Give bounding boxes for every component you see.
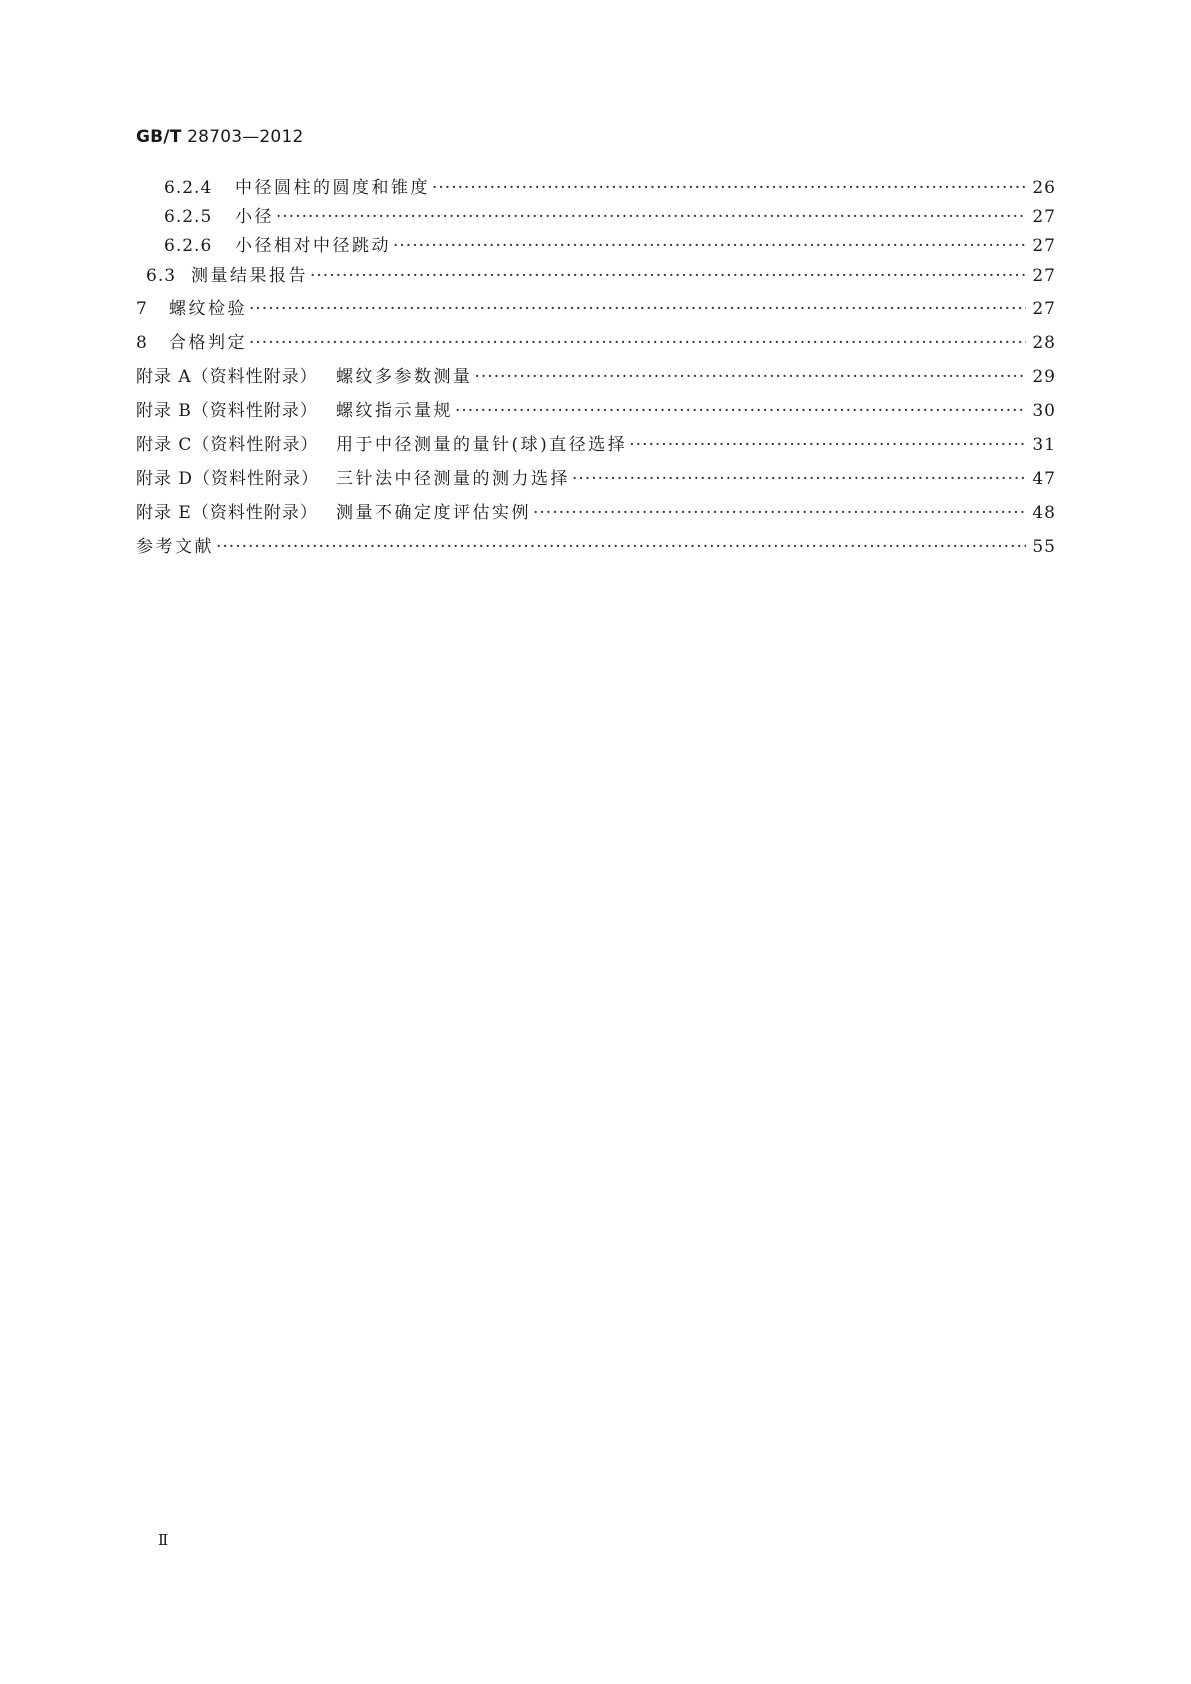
toc-entry-title: 螺纹多参数测量 [336, 367, 473, 387]
toc-entry-page: 27 [1032, 299, 1056, 319]
toc-entry-number: 附录 E（资料性附录） [136, 503, 318, 523]
toc-entry-number: 附录 B（资料性附录） [136, 401, 318, 421]
toc-entry-page: 47 [1032, 469, 1056, 489]
toc-entry-annex-b[interactable] [136, 401, 1056, 421]
toc-entry-title: 用于中径测量的量针(球)直径选择 [336, 435, 628, 455]
toc-entry-number: 6.2.4 [164, 178, 213, 198]
toc-entry-title: 测量不确定度评估实例 [336, 503, 531, 523]
document-header [136, 127, 303, 147]
toc-entry-annex-c[interactable] [136, 435, 1056, 455]
toc-entry-6-3[interactable] [136, 266, 1056, 286]
toc-leader-dots [629, 435, 1026, 455]
toc-leader-dots [432, 178, 1026, 198]
toc-entry-annex-e[interactable] [136, 503, 1056, 523]
toc-entry-page: 27 [1032, 266, 1056, 286]
standard-number: 28703—2012 [187, 127, 304, 147]
toc-leader-dots [216, 537, 1026, 557]
page-number: Ⅱ [158, 1531, 169, 1549]
toc-entry-annex-a[interactable] [136, 367, 1056, 387]
toc-entry-number: 附录 D（资料性附录） [136, 469, 320, 489]
standard-code: GB/T [136, 127, 182, 147]
toc-leader-dots [249, 299, 1026, 319]
toc-entry-7[interactable] [136, 299, 1056, 319]
toc-leader-dots [393, 236, 1026, 256]
toc-entry-number: 6.3 [146, 266, 177, 286]
toc-entry-6-2-4[interactable] [136, 178, 1056, 198]
toc-entry-number: 附录 A（资料性附录） [136, 367, 318, 387]
toc-entry-title: 中径圆柱的圆度和锥度 [235, 178, 430, 198]
toc-leader-dots [310, 266, 1026, 286]
toc-entry-page: 30 [1032, 401, 1056, 421]
toc-entry-page: 26 [1032, 178, 1056, 198]
toc-entry-annex-d[interactable] [136, 469, 1056, 489]
toc-entry-6-2-6[interactable] [136, 236, 1056, 256]
toc-entry-number: 6.2.6 [164, 236, 213, 256]
toc-entry-title: 测量结果报告 [191, 266, 308, 286]
toc-leader-dots [572, 469, 1026, 489]
toc-entry-title: 三针法中径测量的测力选择 [336, 469, 570, 489]
toc-entry-page: 27 [1032, 236, 1056, 256]
toc-entry-title: 合格判定 [169, 333, 247, 353]
toc-leader-dots [249, 333, 1026, 353]
toc-entry-page: 28 [1032, 333, 1056, 353]
toc-entry-page: 48 [1032, 503, 1056, 523]
toc-entry-page: 29 [1032, 367, 1056, 387]
toc-entry-8[interactable] [136, 333, 1056, 353]
toc-entry-title: 小径 [235, 207, 274, 227]
toc-entry-number: 附录 C（资料性附录） [136, 435, 319, 455]
toc-entry-title: 参考文献 [136, 537, 214, 557]
toc-entry-number: 8 [136, 333, 148, 353]
toc-entry-title: 螺纹检验 [169, 299, 247, 319]
toc-leader-dots [475, 367, 1027, 387]
toc-leader-dots [455, 401, 1026, 421]
toc-leader-dots [276, 207, 1026, 227]
toc-entry-page: 27 [1032, 207, 1056, 227]
toc-entry-number: 7 [136, 299, 148, 319]
toc-entry-title: 螺纹指示量规 [336, 401, 453, 421]
toc-entry-bibliography[interactable] [136, 537, 1056, 557]
toc-leader-dots [533, 503, 1026, 523]
toc-entry-title: 小径相对中径跳动 [235, 236, 391, 256]
toc-entry-number: 6.2.5 [164, 207, 213, 227]
toc-entry-6-2-5[interactable] [136, 207, 1056, 227]
table-of-contents [136, 178, 1056, 557]
toc-entry-page: 31 [1032, 435, 1056, 455]
toc-entry-page: 55 [1032, 537, 1056, 557]
